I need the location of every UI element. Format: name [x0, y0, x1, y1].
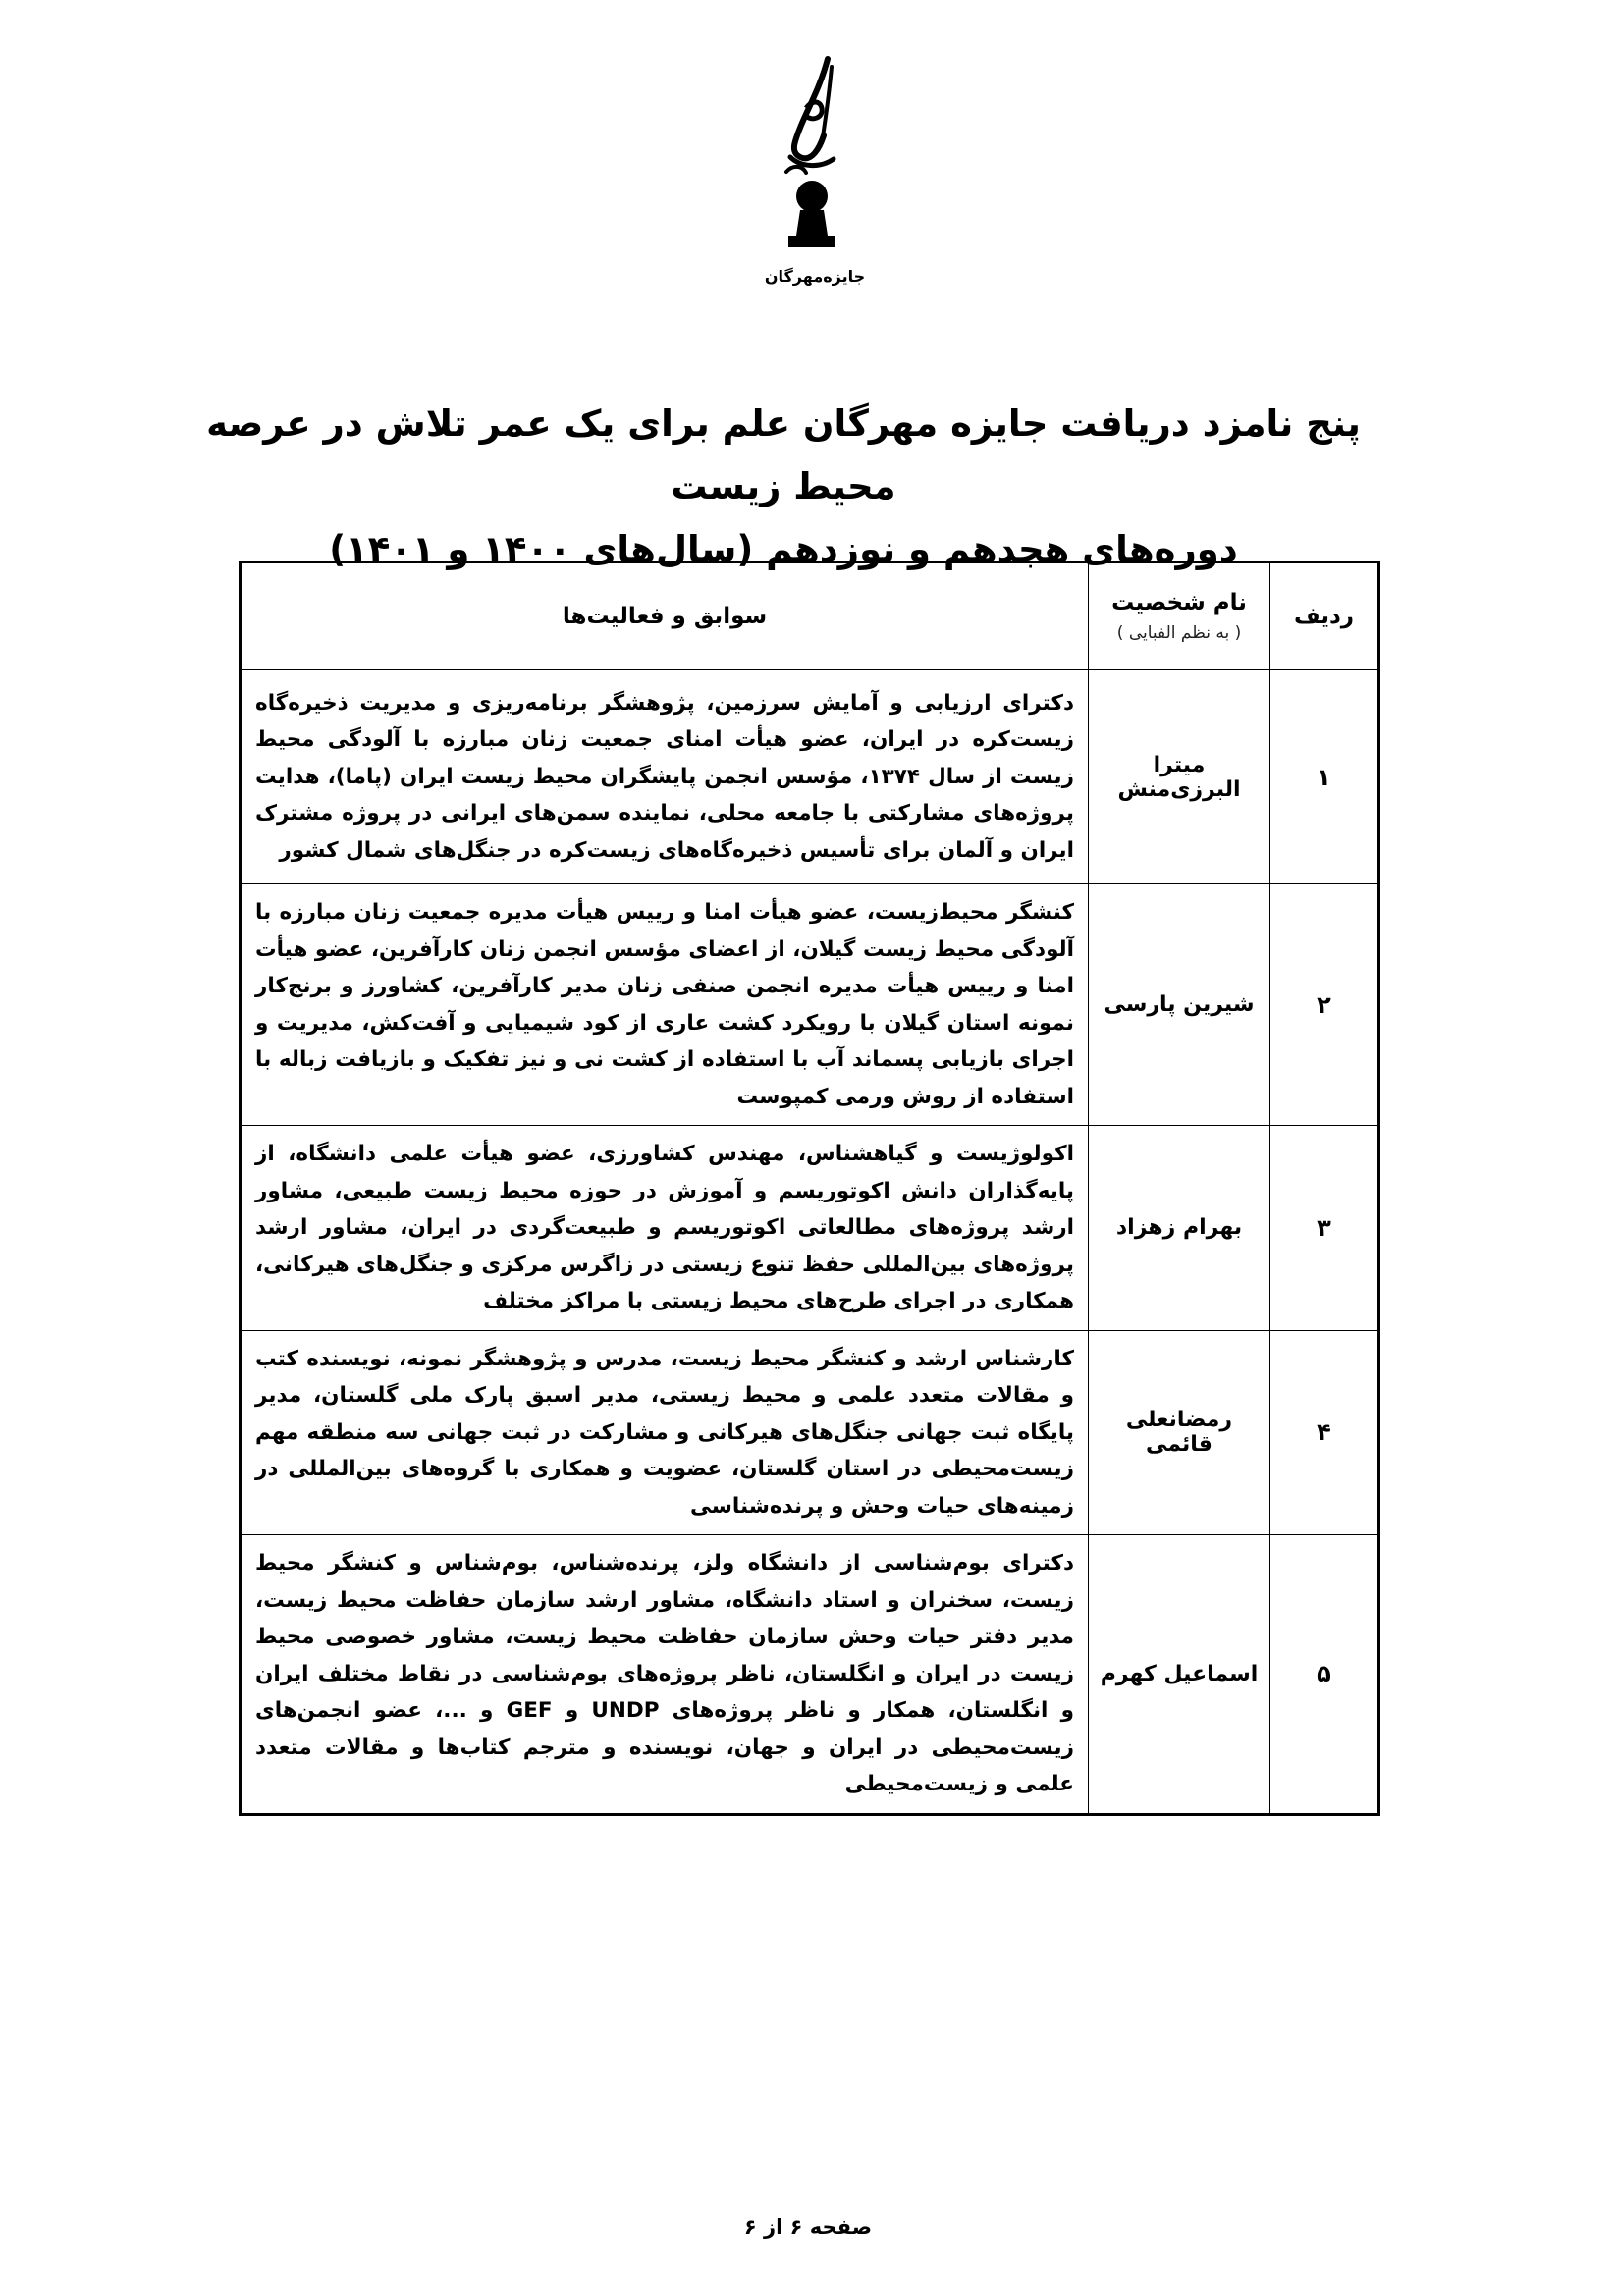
row-index: ۲: [1270, 884, 1379, 1126]
nominee-name: میترا البرزی‌منش: [1089, 670, 1270, 884]
header-name: [1089, 562, 1270, 670]
title-line-2: دوره‌های هجدهم و نوزدهم (سال‌های ۱۴۰۰ و ۱۴۰۱): [329, 528, 1238, 570]
nominees-table-container: [239, 561, 1380, 1816]
logo-caption: جایزه‌مهرگان: [764, 267, 866, 286]
header-activities-label: سوابق و فعالیت‌ها: [562, 604, 768, 629]
mehregan-emblem-icon: [751, 49, 879, 265]
header-name-label: نام شخصیت: [1111, 590, 1247, 615]
table-row: [241, 1126, 1379, 1331]
header-name-note: ( به نظم الفبایی ): [1116, 623, 1242, 643]
nominee-activities: کنشگر محیط‌زیست، عضو هیأت امنا و رییس هیأت مدیره جمعیت زنان مبارزه با آلودگی محیط زیست گیلان، از اعضای مؤسس انجمن زنان کارآفرین، عضو هیأت امنا و رییس هیأت مدیره انجمن صنفی زنان مدیر کارآفرین، کشاورز و برنج‌کار نمونه استان گیلان با رویکرد کشت عاری از کود شیمیایی و آفت‌کش، مدیریت و اجرای بازیابی پسماند آب با استفاده از کشت نی و نیز تفکیک و بازیافت زباله با استفاده از روش ورمی کمپوست: [241, 884, 1089, 1126]
row-index: ۳: [1270, 1126, 1379, 1331]
table-row: [241, 884, 1379, 1126]
header-index-label: ردیف: [1293, 604, 1355, 629]
row-index: ۵: [1270, 1535, 1379, 1815]
nominee-name: شیرین پارسی: [1089, 884, 1270, 1126]
row-index: ۱: [1270, 670, 1379, 884]
table-header-row: [241, 562, 1379, 670]
table-row: [241, 1535, 1379, 1815]
nominee-activities: کارشناس ارشد و کنشگر محیط زیست، مدرس و پژوهشگر نمونه، نویسنده کتب و مقالات متعدد علمی و محیط زیستی، مدیر اسبق پارک ملی گلستان، مدیر پایگاه ثبت جهانی جنگل‌های هیرکانی و مشارکت در ثبت جهانی سه منطقه مهم زیست‌محیطی در استان گلستان، عضویت و همکاری با گروه‌های بین‌المللی در زمینه‌های حیات وحش و پرنده‌شناسی: [241, 1330, 1089, 1535]
nominee-activities: دکترای ارزیابی و آمایش سرزمین، پژوهشگر برنامه‌ریزی و مدیریت ذخیره‌گاه زیست‌کره در ایران، عضو هیأت امنای جمعیت زنان مبارزه با آلودگی محیط زیست از سال ۱۳۷۴، مؤسس انجمن پایشگران محیط زیست ایران (پاما)، هدایت پروژه‌های مشارکتی با جامعه محلی، نماینده سمن‌های ایرانی در پروژه مشترک ایران و آلمان برای تأسیس ذخیره‌گاه‌های زیست‌کره در جنگل‌های شمال کشور: [241, 670, 1089, 884]
mehregan-logo: [751, 49, 879, 294]
nominee-name: اسماعیل کهرم: [1089, 1535, 1270, 1815]
nominee-activities: اکولوژیست و گیاهشناس، مهندس کشاورزی، عضو هیأت علمی دانشگاه، از پایه‌گذاران دانش اکوتوریسم و آموزش در حوزه محیط زیست طبیعی، مشاور ارشد پروژه‌های مطالعاتی اکوتوریسم و طبیعت‌گردی در ایران، مشاور ارشد پروژه‌های بین‌المللی حفظ تنوع زیستی در زاگرس مرکزی و جنگل‌های هیرکانی، همکاری در اجرای طرح‌های محیط زیستی با مراکز مختلف: [241, 1126, 1089, 1331]
nominee-name: رمضانعلی قائمی: [1089, 1330, 1270, 1535]
page-title: [196, 393, 1371, 581]
header-index: [1270, 562, 1379, 670]
nominee-activities: دکترای بوم‌شناسی از دانشگاه ولز، پرنده‌شناس، بوم‌شناس و کنشگر محیط زیست، سخنران و استاد دانشگاه، مشاور ارشد سازمان حفاظت محیط زیست، مدیر دفتر حیات وحش سازمان حفاظت محیط زیست، مشاور خصوصی محیط زیست در ایران و انگلستان، ناظر پروژه‌های بوم‌شناسی در نقاط مختلف ایران و انگلستان، همکار و ناظر پروژه‌های UNDP و GEF و ...، عضو انجمن‌های زیست‌محیطی در ایران و جهان، نویسنده و مترجم کتاب‌ها و مقالات متعدد علمی و زیست‌محیطی: [241, 1535, 1089, 1815]
header-activities: [241, 562, 1089, 670]
page-number: صفحه ۶ از ۶: [743, 2216, 873, 2239]
table-row: [241, 670, 1379, 884]
table-row: [241, 1330, 1379, 1535]
title-line-1: پنج نامزد دریافت جایزه مهرگان علم برای یک عمر تلاش در عرصه محیط زیست: [206, 402, 1361, 507]
nominee-name: بهرام زهزاد: [1089, 1126, 1270, 1331]
row-index: ۴: [1270, 1330, 1379, 1535]
nominees-table: [239, 561, 1380, 1816]
